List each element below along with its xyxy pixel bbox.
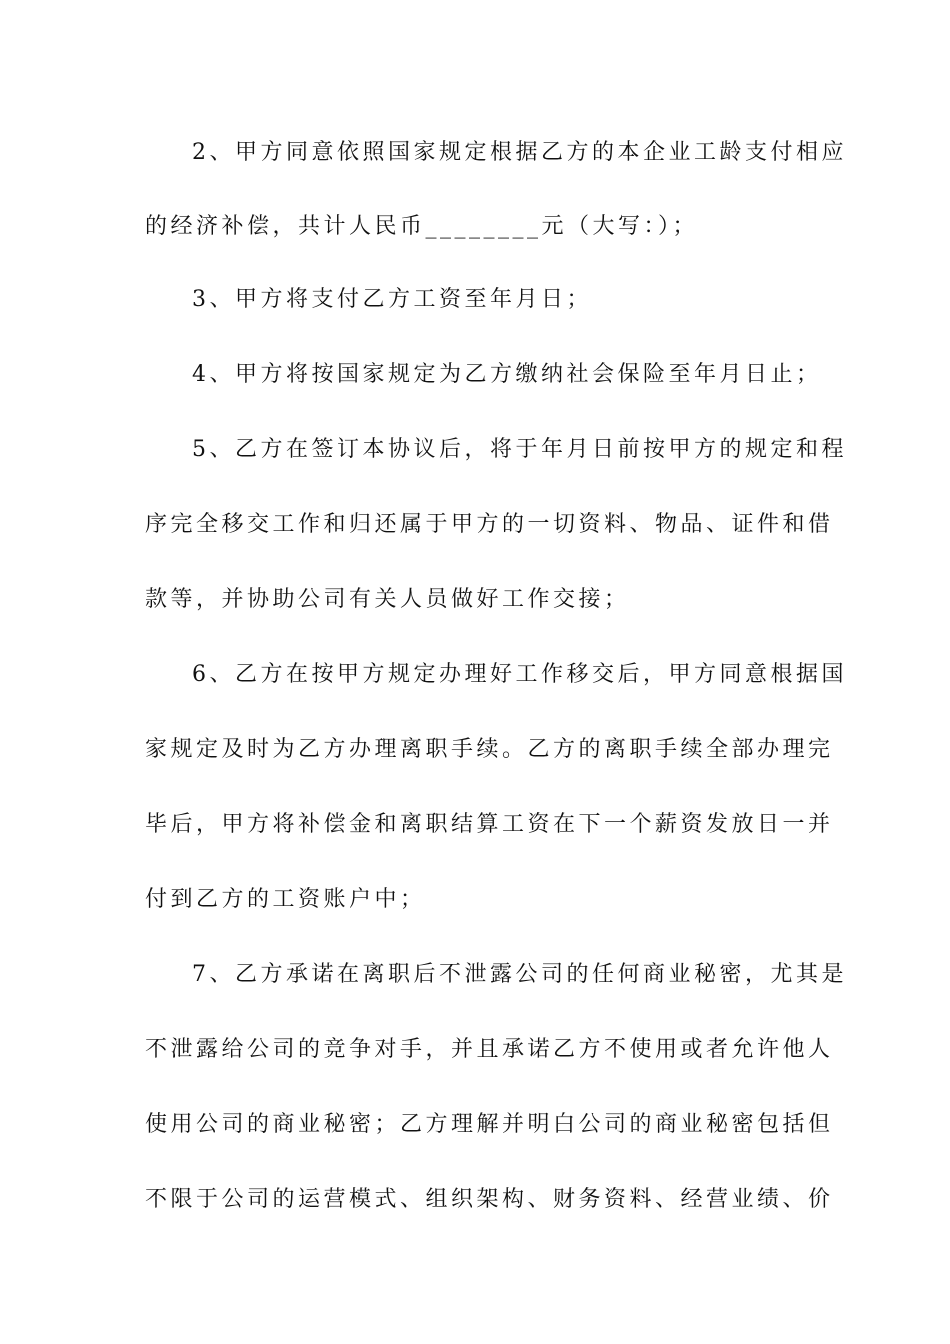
clause-4-line-1: 4、甲方将按国家规定为乙方缴纳社会保险至年月日止； bbox=[192, 362, 822, 387]
clause-7-line-3: 使用公司的商业秘密；乙方理解并明白公司的商业秘密包括但 bbox=[145, 1112, 834, 1137]
clause-2-line-2: 的经济补偿，共计人民币________元（大写：）； bbox=[145, 214, 699, 239]
clause-5-line-3: 款等，并协助公司有关人员做好工作交接； bbox=[145, 587, 630, 612]
clause-6-line-1: 6、乙方在按甲方规定办理好工作移交后，甲方同意根据国 bbox=[192, 662, 847, 687]
clause-6-line-2: 家规定及时为乙方办理离职手续。乙方的离职手续全部办理完 bbox=[145, 737, 834, 762]
clause-6-line-3: 毕后，甲方将补偿金和离职结算工资在下一个薪资发放日一并 bbox=[145, 812, 834, 837]
clause-3-line-1: 3、甲方将支付乙方工资至年月日； bbox=[192, 287, 592, 312]
clause-6-line-4: 付到乙方的工资账户中； bbox=[145, 887, 426, 912]
clause-7-line-1: 7、乙方承诺在离职后不泄露公司的任何商业秘密，尤其是 bbox=[192, 962, 847, 987]
clause-7-line-2: 不泄露给公司的竞争对手，并且承诺乙方不使用或者允许他人 bbox=[145, 1037, 834, 1062]
clause-7-line-4: 不限于公司的运营模式、组织架构、财务资料、经营业绩、价 bbox=[145, 1187, 834, 1212]
clause-2-line-1: 2、甲方同意依照国家规定根据乙方的本企业工龄支付相应 bbox=[192, 140, 847, 165]
clause-5-line-1: 5、乙方在签订本协议后，将于年月日前按甲方的规定和程 bbox=[192, 437, 847, 462]
clause-5-line-2: 序完全移交工作和归还属于甲方的一切资料、物品、证件和借 bbox=[145, 512, 834, 537]
